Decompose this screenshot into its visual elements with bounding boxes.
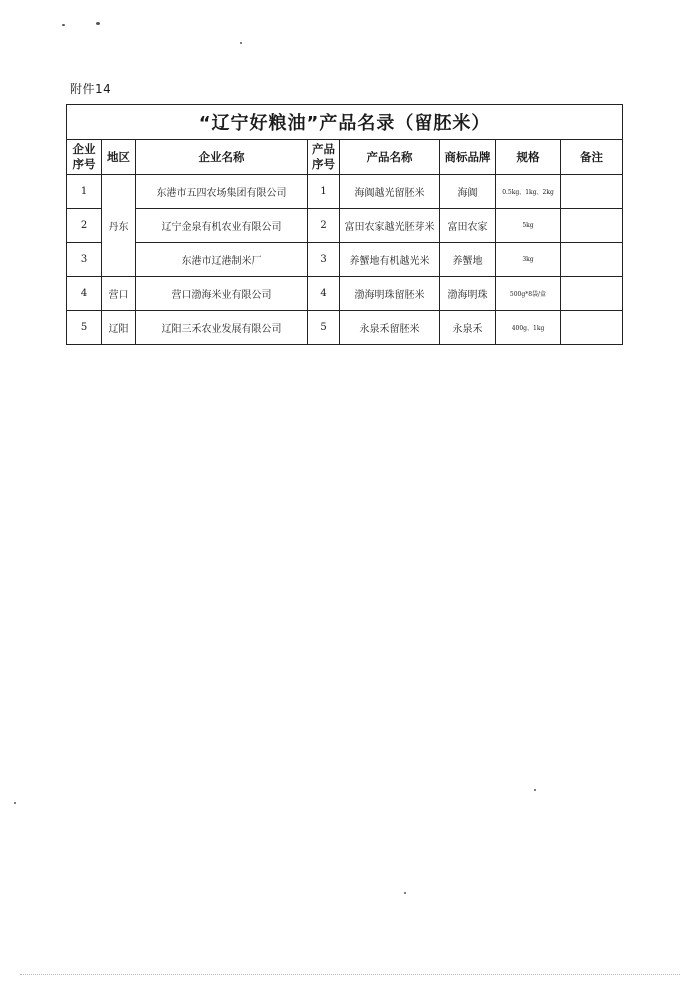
- brand-cell: 永泉禾: [440, 311, 496, 345]
- table-row: [67, 243, 623, 277]
- header-enterprise-name: 企业名称: [136, 140, 308, 175]
- enterprise-no-cell: 1: [67, 175, 102, 209]
- enterprise-no-cell: 5: [67, 311, 102, 345]
- enterprise-name-cell: 东港市辽港制米厂: [136, 243, 308, 277]
- header-region: 地区: [102, 140, 136, 175]
- region-cell: 营口: [102, 277, 136, 311]
- spec-cell: 0.5kg、1kg、2kg: [496, 175, 561, 209]
- spec-cell: 3kg: [496, 243, 561, 277]
- table-title-row: [67, 105, 623, 140]
- scan-speck: [62, 24, 65, 26]
- product-name-cell: 富田农家越光胚芽米: [340, 209, 440, 243]
- spec-cell: 5kg: [496, 209, 561, 243]
- header-product-no: 产品序号: [308, 140, 340, 175]
- table-header-row: [67, 140, 623, 175]
- enterprise-no-cell: 2: [67, 209, 102, 243]
- brand-cell: 海阗: [440, 175, 496, 209]
- scan-edge-noise: [20, 974, 680, 977]
- enterprise-name-cell: 辽阳三禾农业发展有限公司: [136, 311, 308, 345]
- attachment-label: 附件14: [70, 82, 112, 96]
- header-enterprise-no: 企业序号: [67, 140, 102, 175]
- product-no-cell: 3: [308, 243, 340, 277]
- product-name-cell: 永泉禾留胚米: [340, 311, 440, 345]
- scan-speck: [404, 892, 406, 894]
- header-brand: 商标品牌: [440, 140, 496, 175]
- enterprise-name-cell: 辽宁金泉有机农业有限公司: [136, 209, 308, 243]
- enterprise-name-cell: 营口渤海米业有限公司: [136, 277, 308, 311]
- product-name-cell: 海阗越光留胚米: [340, 175, 440, 209]
- remark-cell: [561, 311, 623, 345]
- scan-speck: [14, 802, 16, 804]
- remark-cell: [561, 209, 623, 243]
- scan-speck: [96, 22, 100, 25]
- table-title: “辽宁好粮油”产品名录（留胚米）: [67, 105, 623, 140]
- scan-speck: [240, 42, 242, 44]
- table-row: [67, 209, 623, 243]
- product-no-cell: 2: [308, 209, 340, 243]
- brand-cell: 渤海明珠: [440, 277, 496, 311]
- remark-cell: [561, 243, 623, 277]
- product-name-cell: 渤海明珠留胚米: [340, 277, 440, 311]
- product-no-cell: 4: [308, 277, 340, 311]
- brand-cell: 养蟹地: [440, 243, 496, 277]
- table-row: [67, 277, 623, 311]
- header-product-name: 产品名称: [340, 140, 440, 175]
- spec-cell: 400g、1kg: [496, 311, 561, 345]
- scan-speck: [534, 789, 536, 791]
- header-remark: 备注: [561, 140, 623, 175]
- product-name-cell: 养蟹地有机越光米: [340, 243, 440, 277]
- remark-cell: [561, 175, 623, 209]
- table-row: [67, 311, 623, 345]
- region-cell: 丹东: [102, 175, 136, 277]
- header-spec: 规格: [496, 140, 561, 175]
- brand-cell: 富田农家: [440, 209, 496, 243]
- spec-cell: 500g*8袋/盒: [496, 277, 561, 311]
- product-no-cell: 5: [308, 311, 340, 345]
- region-cell: 辽阳: [102, 311, 136, 345]
- enterprise-name-cell: 东港市五四农场集团有限公司: [136, 175, 308, 209]
- product-catalog-table: [66, 104, 623, 345]
- product-no-cell: 1: [308, 175, 340, 209]
- table-row: [67, 175, 623, 209]
- remark-cell: [561, 277, 623, 311]
- enterprise-no-cell: 3: [67, 243, 102, 277]
- enterprise-no-cell: 4: [67, 277, 102, 311]
